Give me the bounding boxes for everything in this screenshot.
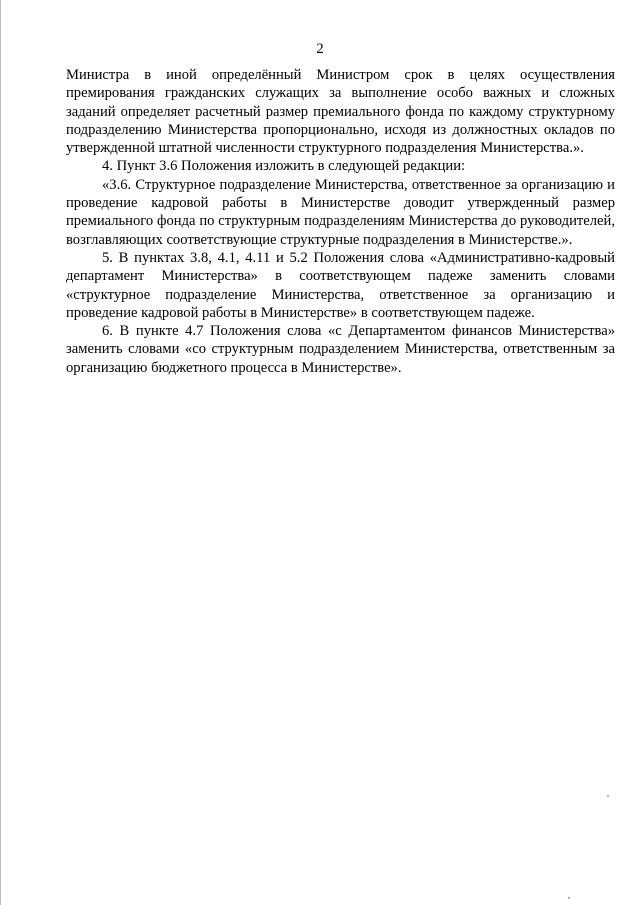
- document-body: [66, 66, 615, 377]
- page-number: 2: [316, 41, 324, 57]
- paragraph-item-3-6: «3.6. Структурное подразделение Министерства, ответственное за организацию и проведение кадровой работы в Министерстве доводит утвержденный размер премиального фонда по структурным подразделениям Министерства до руководителей, возглавляющих соответствующие структурные подразделения в Министерстве.».: [66, 176, 615, 248]
- scan-speck: [607, 795, 609, 797]
- scan-speck: [568, 897, 570, 899]
- paragraph-item-6: 6. В пункте 4.7 Положения слова «с Департаментом финансов Министерства» заменить словами «со структурным подразделением Министерства, ответственным за организацию бюджетного процесса в Министерстве».: [66, 323, 615, 376]
- scan-edge: [0, 0, 1, 905]
- paragraph-item-4: 4. Пункт 3.6 Положения изложить в следующей редакции:: [102, 158, 466, 175]
- paragraph-continuation: Министра в иной определённый Министром срок в целях осуществления премирования гражданских служащих за выполнение особо важных и сложных заданий определяет расчетный размер премиального фонда по каждому структурному подразделению Министерства пропорционально, исходя из должностных окладов по утвержденной штатной численности структурного подразделения Министерства.».: [66, 67, 615, 157]
- paragraph-item-5: 5. В пунктах 3.8, 4.1, 4.11 и 5.2 Положения слова «Административно-кадровый департамент Министерства» в соответствующем падеже заменить словами «структурное подразделение Министерства, ответственное за организацию и проведение кадровой работы в Министерстве» в соответствующем падеже.: [66, 249, 615, 321]
